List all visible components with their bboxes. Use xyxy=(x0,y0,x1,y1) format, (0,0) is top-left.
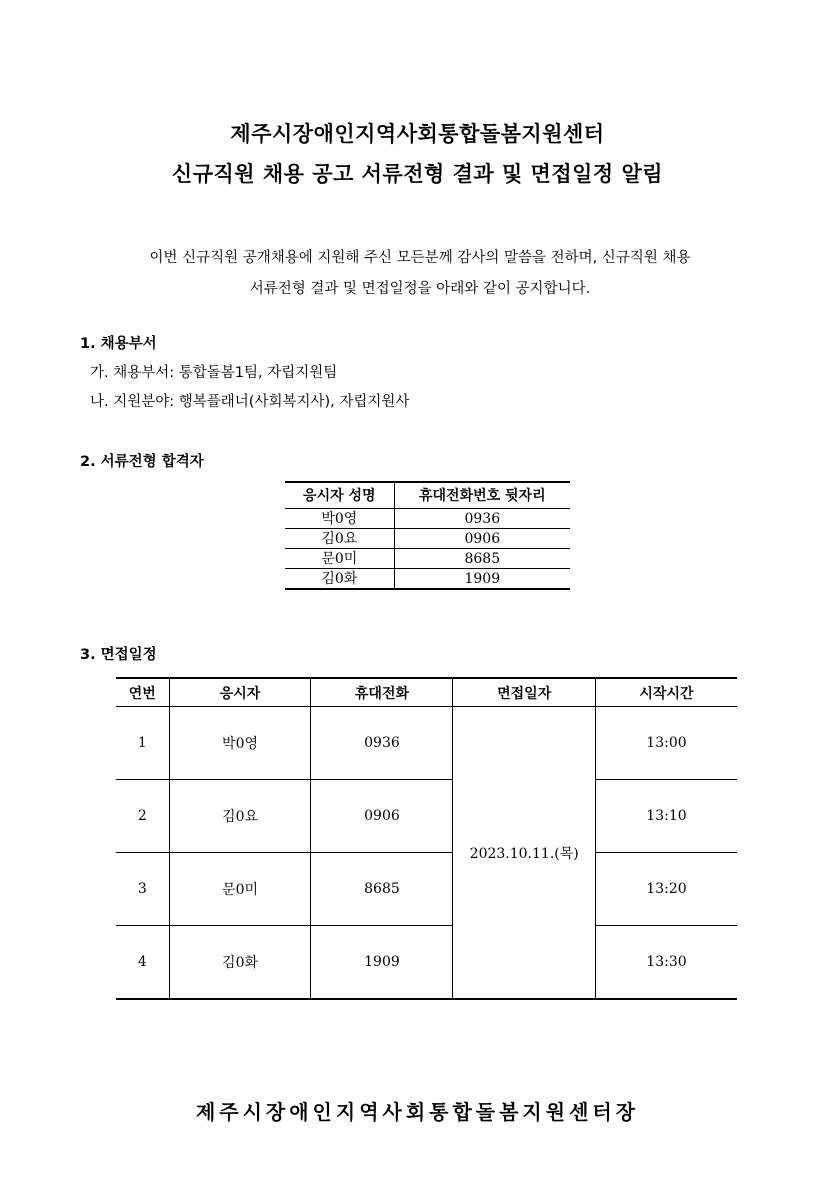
section1-heading: 1. 채용부서 xyxy=(80,336,157,352)
applicant-name: 김0요 xyxy=(169,780,311,853)
start-time: 13:30 xyxy=(595,926,737,1000)
table-row xyxy=(116,853,737,926)
section2-heading: 2. 서류전형 합격자 xyxy=(80,454,204,470)
interview-schedule-table xyxy=(116,677,737,1000)
applicant-name: 문0미 xyxy=(321,550,358,567)
table-row xyxy=(116,707,737,780)
applicant-name: 문0미 xyxy=(169,853,311,926)
row-number: 4 xyxy=(137,954,147,970)
row-number: 1 xyxy=(137,735,147,751)
column-header-phone-suffix: 휴대전화번호 뒷자리 xyxy=(394,482,570,509)
start-time: 13:20 xyxy=(595,853,737,926)
column-header-number: 연번 xyxy=(128,685,156,702)
table-row xyxy=(285,509,570,529)
intro-line-1: 이번 신규직원 공개채용에 지원해 주신 모든분께 감사의 말씀을 전하며, 신규직원 채용 xyxy=(149,250,691,266)
table-row xyxy=(285,529,570,549)
intro-line-2: 서류전형 결과 및 면접일정을 아래와 같이 공지합니다. xyxy=(249,281,591,297)
table-row xyxy=(285,569,570,590)
document-pass-table xyxy=(285,481,570,590)
table-row xyxy=(116,926,737,1000)
intro-paragraph xyxy=(70,243,770,305)
column-header-phone: 휴대전화 xyxy=(311,678,453,707)
phone-suffix: 1909 xyxy=(311,926,453,1000)
phone-suffix: 1909 xyxy=(394,569,570,590)
phone-suffix: 8685 xyxy=(394,549,570,569)
column-header-name: 응시자 성명 xyxy=(303,487,376,504)
document-title-line2: 신규직원 채용 공고 서류전형 결과 및 면접일정 알림 xyxy=(171,162,664,186)
column-header-interview-date: 면접일자 xyxy=(453,678,595,707)
applicant-name: 김0요 xyxy=(321,530,358,547)
section1-item-b: 나. 지원분야: 행복플래너(사회복지사), 자립지원사 xyxy=(90,394,410,410)
table-header-row xyxy=(116,678,737,707)
applicant-name: 김0화 xyxy=(321,570,358,587)
section1-item-a: 가. 채용부서: 통합돌봄1팀, 자립지원팀 xyxy=(90,365,338,381)
section3-heading: 3. 면접일정 xyxy=(80,647,157,663)
phone-suffix: 0906 xyxy=(311,780,453,853)
row-number: 2 xyxy=(137,808,147,824)
phone-suffix: 8685 xyxy=(311,853,453,926)
column-header-applicant: 응시자 xyxy=(169,678,311,707)
document-title-line1: 제주시장애인지역사회통합돌봄지원센터 xyxy=(230,122,605,146)
table-header-row xyxy=(285,482,570,509)
interview-date: 2023.10.11.(목) xyxy=(453,707,595,1000)
phone-suffix: 0936 xyxy=(394,509,570,529)
center-director-signature: 제주시장애인지역사회통합돌봄지원센터장 xyxy=(195,1100,640,1124)
start-time: 13:00 xyxy=(595,707,737,780)
row-number: 3 xyxy=(137,881,147,897)
column-header-start-time: 시작시간 xyxy=(595,678,737,707)
table-row xyxy=(116,780,737,853)
applicant-name: 박0영 xyxy=(321,510,358,527)
start-time: 13:10 xyxy=(595,780,737,853)
phone-suffix: 0906 xyxy=(394,529,570,549)
table-row xyxy=(285,549,570,569)
applicant-name: 김0화 xyxy=(169,926,311,1000)
phone-suffix: 0936 xyxy=(311,707,453,780)
applicant-name: 박0영 xyxy=(169,707,311,780)
